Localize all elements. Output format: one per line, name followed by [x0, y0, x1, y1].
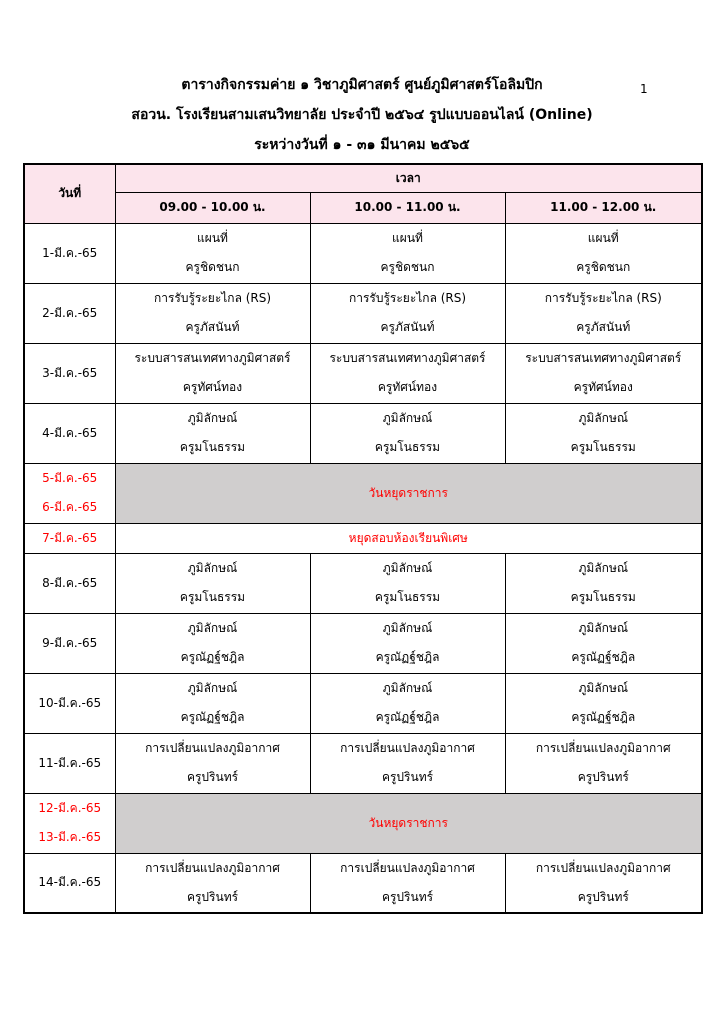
- subject-text: ภูมิลักษณ์: [382, 681, 433, 695]
- session-cell: [505, 403, 702, 463]
- holiday-date: 6-มี.ค.-65: [42, 500, 98, 514]
- teacher-text: ครูภัสนันท์: [185, 320, 240, 334]
- subject-text: ภูมิลักษณ์: [382, 561, 433, 575]
- date-cell: [24, 793, 115, 853]
- subject-text: แผนที่: [197, 231, 228, 245]
- teacher-text: ครูชิดชนก: [576, 260, 631, 274]
- date-cell: 14-มี.ค.-65: [24, 853, 115, 913]
- holiday-date: 5-มี.ค.-65: [42, 471, 98, 485]
- date-cell: 8-มี.ค.-65: [24, 553, 115, 613]
- session-cell: [310, 283, 505, 343]
- teacher-text: ครูปรินทร์: [577, 889, 629, 904]
- teacher-text: ครูมโนธรรม: [374, 590, 441, 604]
- teacher-text: ครูณัฏฐ์ชฎิล: [375, 650, 440, 664]
- date-cell: [24, 463, 115, 523]
- schedule-table: [23, 163, 703, 914]
- date-cell: 1-มี.ค.-65: [24, 223, 115, 283]
- session-cell: [310, 673, 505, 733]
- title-line-3: ระหว่างวันที่ ๑ - ๓๑ มีนาคม ๒๕๖๕: [254, 137, 470, 153]
- subject-text: ระบบสารสนเทศทางภูมิศาสตร์: [329, 351, 486, 365]
- date-cell: 4-มี.ค.-65: [24, 403, 115, 463]
- date-cell: 7-มี.ค.-65: [24, 523, 115, 553]
- teacher-text: ครูณัฏฐ์ชฎิล: [180, 710, 245, 724]
- teacher-text: ครูมโนธรรม: [374, 440, 441, 454]
- session-cell: [115, 223, 310, 283]
- subject-text: การรับรู้ระยะไกล (RS): [153, 291, 272, 305]
- teacher-text: ครูปรินทร์: [381, 889, 434, 904]
- session-cell: [115, 853, 310, 913]
- session-cell: [310, 223, 505, 283]
- session-cell: [505, 553, 702, 613]
- teacher-text: ครูณัฏฐ์ชฎิล: [571, 710, 636, 724]
- date-cell: 2-มี.ค.-65: [24, 283, 115, 343]
- subject-text: ระบบสารสนเทศทางภูมิศาสตร์: [525, 351, 682, 365]
- subject-text: ภูมิลักษณ์: [382, 621, 433, 635]
- teacher-text: ครูปรินทร์: [381, 770, 434, 784]
- table-row: [24, 613, 702, 673]
- holiday-label: วันหยุดราชการ: [115, 463, 702, 523]
- session-cell: [505, 283, 702, 343]
- teacher-text: ครูภัสนันท์: [380, 320, 435, 334]
- subject-text: ภูมิลักษณ์: [187, 681, 238, 695]
- subject-text: การรับรู้ระยะไกล (RS): [348, 291, 467, 305]
- subject-text: การเปลี่ยนแปลงภูมิอากาศ: [535, 860, 671, 875]
- session-cell: [115, 613, 310, 673]
- subject-text: ภูมิลักษณ์: [578, 621, 628, 635]
- teacher-text: ครูชิดชนก: [380, 260, 435, 274]
- teacher-text: ครูทัศน์ทอง: [182, 380, 243, 394]
- session-cell: [310, 343, 505, 403]
- teacher-text: ครูปรินทร์: [186, 770, 239, 784]
- teacher-text: ครูณัฏฐ์ชฎิล: [571, 650, 636, 664]
- teacher-text: ครูชิดชนก: [185, 260, 240, 274]
- session-cell: [505, 673, 702, 733]
- table-row: [24, 553, 702, 613]
- teacher-text: ครูณัฏฐ์ชฎิล: [180, 650, 245, 664]
- subject-text: การเปลี่ยนแปลงภูมิอากาศ: [535, 741, 671, 755]
- teacher-text: ครูทัศน์ทอง: [377, 380, 438, 394]
- session-cell: [505, 613, 702, 673]
- slot-header: 11.00 - 12.00 น.: [505, 192, 702, 223]
- table-row: [24, 223, 702, 283]
- holiday-row: [24, 463, 702, 523]
- table-row: [24, 853, 702, 913]
- session-cell: [310, 853, 505, 913]
- subject-text: ภูมิลักษณ์: [382, 411, 433, 425]
- session-cell: [115, 403, 310, 463]
- date-cell: 11-มี.ค.-65: [24, 733, 115, 793]
- session-cell: [115, 343, 310, 403]
- subject-text: การเปลี่ยนแปลงภูมิอากาศ: [340, 860, 475, 875]
- subject-text: การเปลี่ยนแปลงภูมิอากาศ: [145, 741, 280, 755]
- session-cell: [115, 283, 310, 343]
- teacher-text: ครูมโนธรรม: [570, 440, 636, 454]
- table-row: [24, 403, 702, 463]
- teacher-text: ครูมโนธรรม: [179, 590, 246, 604]
- table-row: [24, 673, 702, 733]
- teacher-text: ครูมโนธรรม: [179, 440, 246, 454]
- session-cell: [505, 223, 702, 283]
- holiday-label: วันหยุดราชการ: [115, 793, 702, 853]
- date-cell: 9-มี.ค.-65: [24, 613, 115, 673]
- subject-text: ระบบสารสนเทศทางภูมิศาสตร์: [134, 351, 291, 365]
- session-cell: [115, 673, 310, 733]
- page-number: 1: [640, 82, 648, 96]
- subject-text: แผนที่: [587, 231, 619, 245]
- subject-text: ภูมิลักษณ์: [187, 561, 238, 575]
- teacher-text: ครูทัศน์ทอง: [573, 380, 633, 394]
- table-row: [24, 283, 702, 343]
- session-cell: [505, 343, 702, 403]
- special-label: หยุดสอบห้องเรียนพิเศษ: [115, 523, 702, 553]
- teacher-text: ครูมโนธรรม: [570, 590, 636, 604]
- title-line-2: สอวน. โรงเรียนสามเสนวิทยาลัย ประจำปี ๒๕๖๔ รูปแบบออนไลน์ (Online): [131, 107, 593, 123]
- session-cell: [115, 733, 310, 793]
- subject-text: แผนที่: [392, 231, 423, 245]
- table-row: [24, 733, 702, 793]
- slot-header: 10.00 - 11.00 น.: [310, 192, 505, 223]
- subject-text: ภูมิลักษณ์: [187, 411, 238, 425]
- holiday-date: 13-มี.ค.-65: [38, 830, 102, 844]
- title-line-1: ตารางกิจกรรมค่าย ๑ วิชาภูมิศาสตร์ ศูนย์ภูมิศาสตร์โอลิมปิก: [181, 77, 543, 93]
- teacher-text: ครูปรินทร์: [186, 889, 239, 904]
- session-cell: [310, 613, 505, 673]
- subject-text: ภูมิลักษณ์: [578, 681, 628, 695]
- subject-text: การเปลี่ยนแปลงภูมิอากาศ: [145, 860, 280, 875]
- session-cell: [505, 853, 702, 913]
- subject-text: การเปลี่ยนแปลงภูมิอากาศ: [340, 741, 475, 755]
- date-column-header: วันที่: [24, 164, 115, 223]
- table-row: [24, 343, 702, 403]
- subject-text: การรับรู้ระยะไกล (RS): [544, 291, 662, 305]
- session-cell: [310, 733, 505, 793]
- slot-header: 09.00 - 10.00 น.: [115, 192, 310, 223]
- date-cell: 3-มี.ค.-65: [24, 343, 115, 403]
- time-column-header: เวลา: [115, 164, 702, 192]
- subject-text: ภูมิลักษณ์: [187, 621, 238, 635]
- session-cell: [310, 403, 505, 463]
- holiday-row: [24, 793, 702, 853]
- session-cell: [505, 733, 702, 793]
- subject-text: ภูมิลักษณ์: [578, 561, 628, 575]
- session-cell: [115, 553, 310, 613]
- teacher-text: ครูภัสนันท์: [576, 320, 631, 334]
- holiday-date: 12-มี.ค.-65: [38, 801, 102, 815]
- subject-text: ภูมิลักษณ์: [578, 411, 628, 425]
- teacher-text: ครูปรินทร์: [577, 770, 629, 784]
- document-title: [0, 70, 724, 160]
- date-cell: 10-มี.ค.-65: [24, 673, 115, 733]
- special-row: [24, 523, 702, 553]
- teacher-text: ครูณัฏฐ์ชฎิล: [375, 710, 440, 724]
- session-cell: [310, 553, 505, 613]
